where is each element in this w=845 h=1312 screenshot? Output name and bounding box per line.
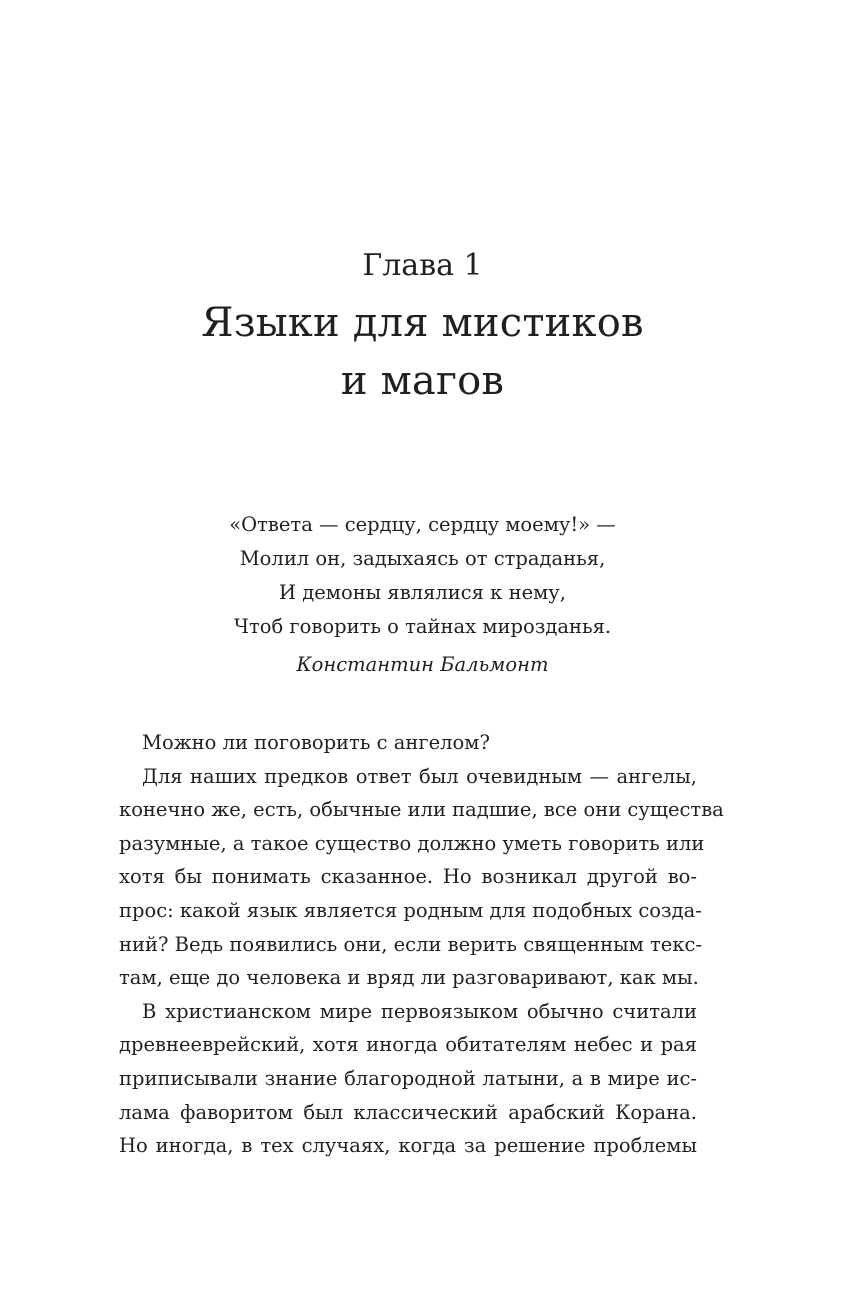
text-line: хотя бы понимать сказанное. Но возникал другой во-	[119, 865, 697, 889]
epigraph-line: Молил он, задыхаясь от страданья,	[239, 547, 606, 570]
text-line: Можно ли поговорить с ангелом?	[142, 731, 490, 754]
text-line: лама фаворитом был классический арабский Корана.	[119, 1100, 697, 1124]
chapter-title-line-2: и магов	[340, 358, 505, 404]
epigraph	[0, 508, 845, 682]
text-line: разумные, а такое существо должно уметь говорить или	[119, 831, 705, 855]
paragraph-3	[119, 995, 697, 1163]
text-line: Но иногда, в тех случаях, когда за решение проблемы	[119, 1134, 697, 1158]
text-line: там, еще до человека и вряд ли разговаривают, как мы.	[119, 966, 699, 990]
paragraph-1	[119, 726, 697, 760]
chapter-title	[0, 294, 845, 410]
epigraph-author: Константин Бальмонт	[296, 653, 549, 676]
text-line: Для наших предков ответ был очевидным — ангелы,	[142, 764, 697, 788]
text-line: В христианском мире первоязыком обычно считали	[142, 999, 697, 1023]
text-line: древнееврейский, хотя иногда обитателям небес и рая	[119, 1033, 697, 1057]
body-text	[119, 726, 724, 1163]
text-line: прос: какой язык является родным для подобных созда-	[119, 898, 702, 922]
chapter-heading	[0, 244, 845, 410]
epigraph-line: «Ответа — сердцу, сердцу моему!» —	[229, 513, 616, 536]
text-line: приписывали знание благородной латыни, а в мире ис-	[119, 1066, 697, 1090]
chapter-title-line-1: Языки для мистиков	[201, 300, 644, 346]
epigraph-line: И демоны являлися к нему,	[279, 581, 566, 604]
paragraph-2	[119, 760, 724, 995]
text-line: конечно же, есть, обычные или падшие, все они существа	[119, 798, 724, 822]
text-line: ний? Ведь появились они, если верить священным текс-	[119, 932, 703, 956]
epigraph-line: Чтоб говорить о тайнах мирозданья.	[233, 615, 612, 638]
chapter-number: Глава 1	[362, 248, 483, 283]
